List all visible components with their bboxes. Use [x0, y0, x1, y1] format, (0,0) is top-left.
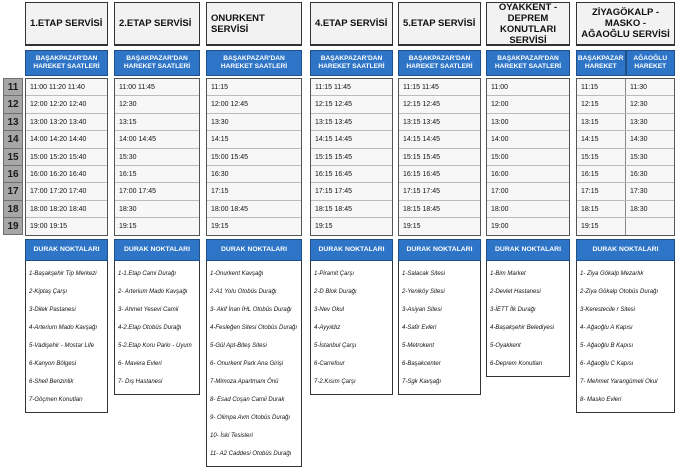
time-row: 11:15 11:45	[311, 78, 392, 95]
service-column-c2	[114, 2, 200, 395]
time-row: 19:15	[207, 217, 301, 234]
stop-item: 2- Arterium Mado Kavşağı	[118, 288, 188, 295]
time-row: 17:00 17:20 17:40	[26, 182, 107, 199]
service-title: 5.ETAP SERVİSİ	[398, 2, 481, 46]
time-row: 18:00 18:45	[207, 200, 301, 217]
time-row: 18:15 18:45	[311, 200, 392, 217]
stops-list	[310, 261, 393, 395]
service-title: ONURKENT SERVİSİ	[206, 2, 302, 46]
departure-header-split	[576, 50, 675, 76]
time-right: 15:30	[625, 149, 674, 165]
service-column-c6	[486, 2, 570, 377]
time-left: 16:15	[581, 170, 599, 178]
stop-item: 7-Sgk Kavşağı	[402, 378, 442, 385]
time-row: 19:00	[487, 217, 569, 234]
time-row	[577, 130, 674, 147]
stop-item: 3-Nev Okul	[314, 306, 345, 313]
time-row	[577, 95, 674, 112]
time-row: 11:00 11:45	[115, 78, 199, 95]
times-table	[398, 78, 481, 236]
stop-item: 5-Vadişehir - Mostar Life	[29, 342, 95, 349]
departure-header: BAŞAKPAZAR'DAN HAREKET SAATLERİ	[114, 50, 200, 76]
departure-header: BAŞAKPAZAR'DAN HAREKET SAATLERİ	[206, 50, 302, 76]
departure-header: BAŞAKPAZAR'DAN HAREKET SAATLERİ	[398, 50, 481, 76]
stop-item: 3-Kerestecile r Sitesi	[580, 306, 636, 313]
time-row: 16:30	[207, 165, 301, 182]
time-right: 14:30	[625, 131, 674, 147]
stop-item: 3- Akif İnan İHL Otobüs Durağı	[210, 306, 292, 313]
stop-item: 1-Onurkent Kavşağı	[210, 270, 264, 277]
time-row: 15:15 15:45	[399, 148, 480, 165]
time-row: 19:00 19:15	[26, 217, 107, 234]
stop-item: 3-Asiyan Sitesi	[402, 306, 442, 313]
time-row: 16:00 16:20 16:40	[26, 165, 107, 182]
stop-item: 1-1.Etap Cami Durağı	[118, 270, 177, 277]
time-row: 11:15 11:45	[399, 78, 480, 95]
hour-label: 11	[3, 78, 23, 95]
stop-item: 2-D Blok Durağı	[314, 288, 357, 295]
time-row: 17:15 17:45	[399, 182, 480, 199]
time-right: 17:30	[625, 183, 674, 199]
stop-item: 4-Ayyıldız	[314, 324, 341, 331]
time-left: 19:15	[581, 223, 599, 231]
stop-item: 1-Piramit Çarşı	[314, 270, 355, 277]
time-right: 18:30	[625, 201, 674, 217]
stops-list	[486, 261, 570, 377]
service-title: 4.ETAP SERVİSİ	[310, 2, 393, 46]
stops-list	[114, 261, 200, 395]
time-row	[577, 165, 674, 182]
stops-header: DURAK NOKTALARI	[310, 239, 393, 261]
time-right: 12:30	[625, 96, 674, 112]
time-row: 14:00 14:20 14:40	[26, 130, 107, 147]
time-row: 12:30	[115, 95, 199, 112]
time-right: 11:30	[625, 79, 674, 95]
stop-item: 1-Bim Market	[490, 270, 526, 277]
stop-item: 1-Başakşehir Tip Merkezi	[29, 270, 97, 277]
stop-item: 5-İstanbul Çarşı	[314, 342, 357, 349]
service-column-c3	[206, 2, 302, 467]
service-title: 2.ETAP SERVİSİ	[114, 2, 200, 46]
time-row: 11:00 11:20 11:40	[26, 78, 107, 95]
time-row: 13:15	[115, 113, 199, 130]
stop-item: 7-Göçmen Konutları	[29, 396, 83, 403]
time-left: 13:15	[581, 118, 599, 126]
stop-item: 8- Masko Evleri	[580, 396, 622, 403]
time-row: 13:00	[487, 113, 569, 130]
service-column-c7	[576, 2, 675, 413]
time-row	[577, 78, 674, 95]
stop-item: 5-2.Etap Koru Parkı - Uyum	[118, 342, 192, 349]
stop-item: 6-Başakcenter	[402, 360, 441, 367]
stops-header: DURAK NOKTALARI	[576, 239, 675, 261]
departure-header-left: BAŞAKPAZAR HAREKET	[576, 50, 626, 76]
stops-list	[25, 261, 108, 413]
stop-item: 4-2.Etap Otobüs Durağı	[118, 324, 182, 331]
stop-item: 6- Ağaoğlu C Kapısı	[580, 360, 634, 367]
time-row: 12:00 12:45	[207, 95, 301, 112]
stop-item: 6-Shell Benzinlik	[29, 378, 74, 385]
stops-header: DURAK NOKTALARI	[398, 239, 481, 261]
time-left: 12:15	[581, 101, 599, 109]
stop-item: 1- Ziya Gökalp Mezarlık	[580, 270, 644, 277]
time-row: 15:00 15:20 15:40	[26, 148, 107, 165]
time-row	[577, 217, 674, 234]
stop-item: 3- Ahmet Yesevi Camii	[118, 306, 179, 313]
time-row: 11:15	[207, 78, 301, 95]
stop-item: 1-Salacak Sitesi	[402, 270, 446, 277]
time-right	[625, 218, 674, 234]
time-row: 13:30	[207, 113, 301, 130]
time-row	[577, 113, 674, 130]
time-row: 14:15 14:45	[399, 130, 480, 147]
service-column-c5	[398, 2, 481, 395]
stop-item: 2-A1 Yolu Otobüs Durağı	[210, 288, 277, 295]
time-row: 15:00 15:45	[207, 148, 301, 165]
time-row: 13:00 13:20 13:40	[26, 113, 107, 130]
stop-item: 4-Arterium Mado Kavşağı	[29, 324, 98, 331]
time-row: 14:15	[207, 130, 301, 147]
time-row: 17:15 17:45	[311, 182, 392, 199]
departure-header: BAŞAKPAZAR'DAN HAREKET SAATLERİ	[310, 50, 393, 76]
hour-labels	[3, 78, 23, 235]
time-row: 17:00 17:45	[115, 182, 199, 199]
time-row: 13:15 13:45	[399, 113, 480, 130]
time-left: 11:15	[581, 84, 598, 91]
stop-item: 6-Deprem Konutları	[490, 360, 543, 367]
times-table	[206, 78, 302, 236]
time-left: 14:15	[581, 136, 599, 144]
time-row: 19:15	[115, 217, 199, 234]
stop-item: 6-Carrefour	[314, 360, 345, 367]
service-title: ZİYAGÖKALP - MASKO - AĞAOĞLU SERVİSİ	[576, 2, 675, 46]
stop-item: 2-Yeniköy Sitesi	[402, 288, 445, 295]
hour-label: 19	[3, 217, 23, 234]
time-row: 11:00	[487, 78, 569, 95]
time-row: 14:15 14:45	[311, 130, 392, 147]
hour-label: 15	[3, 148, 23, 165]
time-row: 18:00	[487, 200, 569, 217]
stops-header: DURAK NOKTALARI	[114, 239, 200, 261]
time-row: 12:00 12:20 12:40	[26, 95, 107, 112]
time-row: 17:00	[487, 182, 569, 199]
stop-item: 6-Kanyon Bölgesi	[29, 360, 77, 367]
time-row: 15:00	[487, 148, 569, 165]
stops-header: DURAK NOKTALARI	[486, 239, 570, 261]
hour-label: 16	[3, 165, 23, 182]
departure-header-right: AĞAOĞLU HAREKET	[626, 50, 676, 76]
time-row: 18:30	[115, 200, 199, 217]
time-left: 18:15	[581, 205, 599, 213]
stops-list	[206, 261, 302, 467]
stop-item: 5-Metrokent	[402, 342, 435, 349]
time-row: 18:00 18:20 18:40	[26, 200, 107, 217]
time-row	[577, 182, 674, 199]
stop-item: 7- Dış Hastanesi	[118, 378, 163, 385]
time-row: 18:15 18:45	[399, 200, 480, 217]
stop-item: 7- Mehmet Yarangümeli Okul	[580, 378, 658, 385]
stop-item: 6- Onurkent Park Ana Girişi	[210, 360, 284, 367]
stops-header: DURAK NOKTALARI	[206, 239, 302, 261]
times-table	[114, 78, 200, 236]
hour-label: 18	[3, 200, 23, 217]
stop-item: 6- Mavera Evleri	[118, 360, 162, 367]
hour-label: 13	[3, 113, 23, 130]
stop-item: 2-Devlet Hastanesi	[490, 288, 541, 295]
service-title: OYAKKENT - DEPREM KONUTLARI SERVİSİ	[486, 2, 570, 46]
time-row: 12:15 12:45	[399, 95, 480, 112]
stop-item: 8- Esad Coşan Camii Durak	[210, 396, 285, 403]
time-row: 12:00	[487, 95, 569, 112]
time-row: 14:00 14:45	[115, 130, 199, 147]
time-row: 19:15	[399, 217, 480, 234]
stops-list	[398, 261, 481, 395]
time-left: 15:15	[581, 153, 599, 161]
stop-item: 7-Mimoza Apartmanı Önü	[210, 378, 279, 385]
stop-item: 5-Gül Apt-Biteş Sitesi	[210, 342, 267, 349]
times-table	[25, 78, 108, 236]
time-row: 16:00	[487, 165, 569, 182]
departure-header: BAŞAKPAZAR'DAN HAREKET SAATLERİ	[486, 50, 570, 76]
stop-item: 5-Oyakkent	[490, 342, 521, 349]
hour-label: 12	[3, 95, 23, 112]
time-row: 16:15 16:45	[311, 165, 392, 182]
time-row: 14:00	[487, 130, 569, 147]
service-column-c4	[310, 2, 393, 395]
time-row	[577, 148, 674, 165]
time-row: 13:15 13:45	[311, 113, 392, 130]
time-row: 16:15 16:45	[399, 165, 480, 182]
stop-item: 4-Safir Evleri	[402, 324, 437, 331]
stop-item: 3-Dilek Pastanesi	[29, 306, 76, 313]
stop-item: 2-Ziya Gökalp Otobüs Durağı	[580, 288, 659, 295]
times-table	[310, 78, 393, 236]
time-row: 19:15	[311, 217, 392, 234]
stop-item: 7-2.Kısım Çarşı	[314, 378, 356, 385]
service-column-c1	[25, 2, 108, 413]
stops-list	[576, 261, 675, 413]
departure-header: BAŞAKPAZAR'DAN HAREKET SAATLERİ	[25, 50, 108, 76]
time-row: 15:15 15:45	[311, 148, 392, 165]
times-table	[576, 78, 675, 236]
time-row: 15:30	[115, 148, 199, 165]
time-row	[577, 200, 674, 217]
time-right: 16:30	[625, 166, 674, 182]
time-row: 16:15	[115, 165, 199, 182]
stop-item: 2-Kiptaş Çarşı	[29, 288, 68, 295]
stop-item: 4-Fesleğen Sitesi Otobüs Durağı	[210, 324, 298, 331]
stops-header: DURAK NOKTALARI	[25, 239, 108, 261]
time-right: 13:30	[625, 114, 674, 130]
stop-item: 4-Başakşehir Belediyesi	[490, 324, 555, 331]
time-row: 17:15	[207, 182, 301, 199]
stop-item: 10- İski Tesisleri	[210, 432, 253, 439]
hour-label: 17	[3, 182, 23, 199]
time-left: 17:15	[581, 188, 599, 196]
stop-item: 9- Olimpa Avm Otobüs Durağı	[210, 414, 291, 421]
service-title: 1.ETAP SERVİSİ	[25, 2, 108, 46]
stop-item: 4- Ağaoğlu A Kapısı	[580, 324, 633, 331]
time-row: 12:15 12:45	[311, 95, 392, 112]
times-table	[486, 78, 570, 236]
stop-item: 5- Ağaoğlu B Kapısı	[580, 342, 634, 349]
stop-item: 3-İETT İlk Durağı	[490, 306, 536, 313]
hour-label: 14	[3, 130, 23, 147]
stop-item: 11- A2 Caddesi Otobüs Durağı	[210, 450, 292, 457]
